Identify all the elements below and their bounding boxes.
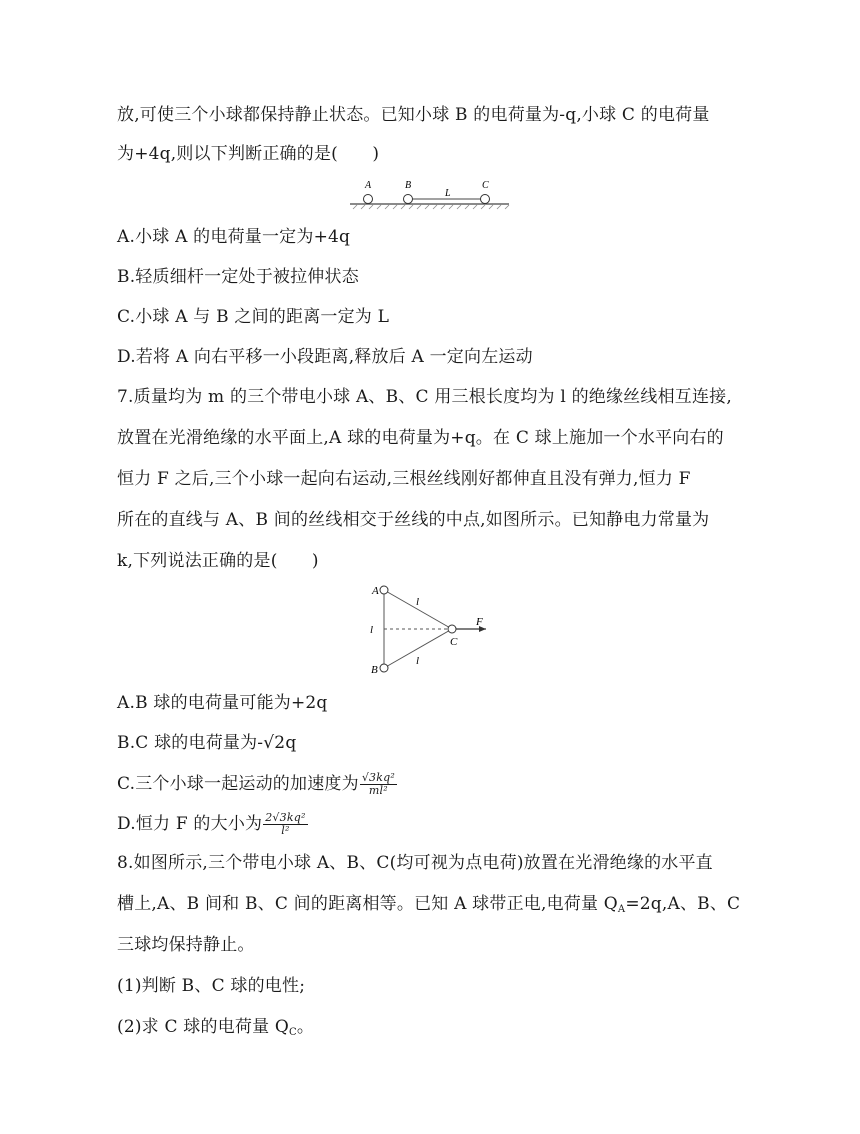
fraction	[360, 772, 397, 797]
question-text-line: k,下列说法正确的是( )	[117, 551, 319, 571]
question-text-line: 放,可使三个小球都保持静止状态。已知小球 B 的电荷量为-q,小球 C 的电荷量	[117, 105, 710, 125]
question-text-line: 三球均保持静止。	[117, 935, 255, 955]
ball-b	[404, 195, 413, 204]
ball-b	[380, 664, 388, 672]
numerator: √3kq²	[361, 771, 395, 784]
text-segment: (2)求 C 球的电荷量 Q	[117, 1017, 290, 1037]
label-b: B	[371, 664, 378, 676]
ball-c	[448, 625, 456, 633]
label-side-ab: l	[370, 624, 374, 636]
label-c: C	[450, 636, 458, 648]
numerator: 2√3kq²	[265, 811, 306, 824]
question-text-line	[117, 1016, 314, 1044]
question-text-line: (1)判断 B、C 球的电性;	[117, 976, 306, 996]
subscript: A	[617, 904, 626, 915]
figure-rod-balls	[345, 174, 515, 212]
ball-a	[364, 195, 373, 204]
subscript: C	[289, 1027, 297, 1038]
option-c-prefix: C.三个小球一起运动的加速度为	[117, 774, 359, 794]
question-text-line: 为+4q,则以下判断正确的是( )	[117, 144, 380, 164]
label-side-ac: l	[416, 596, 420, 608]
denominator: l²	[281, 824, 290, 837]
label-a: A	[372, 585, 379, 597]
label-b: B	[405, 180, 412, 191]
denominator: ml²	[368, 784, 388, 797]
label-force: F	[476, 616, 483, 628]
question-text-line: 所在的直线与 A、B 间的丝线相交于丝线的中点,如图所示。已知静电力常量为	[117, 510, 710, 530]
sqrt-expression: √2	[263, 733, 286, 753]
figure-triangle	[364, 580, 494, 680]
question-text-line: 7.质量均为 m 的三个带电小球 A、B、C 用三根长度均为 l 的绝缘丝线相互连接,	[117, 387, 732, 407]
option-b-prefix: B.C 球的电荷量为-	[117, 733, 264, 753]
text-segment: 。	[296, 1017, 315, 1037]
label-a: A	[365, 180, 372, 191]
option-d-prefix: D.恒力 F 的大小为	[117, 814, 263, 834]
option-line: B.轻质细杆一定处于被拉伸状态	[117, 267, 359, 287]
option-line	[117, 812, 308, 837]
fraction	[263, 812, 307, 837]
option-line: C.小球 A 与 B 之间的距离一定为 L	[117, 307, 390, 327]
option-line: A.小球 A 的电荷量一定为+4q	[117, 227, 351, 247]
ball-a	[380, 586, 388, 594]
question-text-line: 恒力 F 之后,三个小球一起向右运动,三根丝线刚好都伸直且没有弹力,恒力 F	[117, 469, 691, 489]
question-text-line: 8.如图所示,三个带电小球 A、B、C(均可视为点电荷)放置在光滑绝缘的水平直	[117, 853, 713, 873]
option-line: D.若将 A 向右平移一小段距离,释放后 A 一定向左运动	[117, 347, 533, 367]
question-text-line: 放置在光滑绝缘的水平面上,A 球的电荷量为+q。在 C 球上施加一个水平向右的	[117, 428, 724, 448]
label-length: L	[445, 188, 451, 199]
option-line	[117, 772, 397, 797]
text-segment: 槽上,A、B 间和 B、C 间的距离相等。已知 A 球带正电,电荷量 Q	[117, 894, 618, 914]
text-segment: =2q,A、B、C	[625, 894, 741, 914]
option-b-suffix: q	[285, 733, 297, 753]
ball-c	[481, 195, 490, 204]
label-c: C	[482, 180, 489, 191]
option-line	[117, 732, 296, 754]
label-side-bc: l	[416, 655, 420, 667]
option-line: A.B 球的电荷量可能为+2q	[117, 693, 328, 713]
question-text-line	[117, 893, 740, 921]
